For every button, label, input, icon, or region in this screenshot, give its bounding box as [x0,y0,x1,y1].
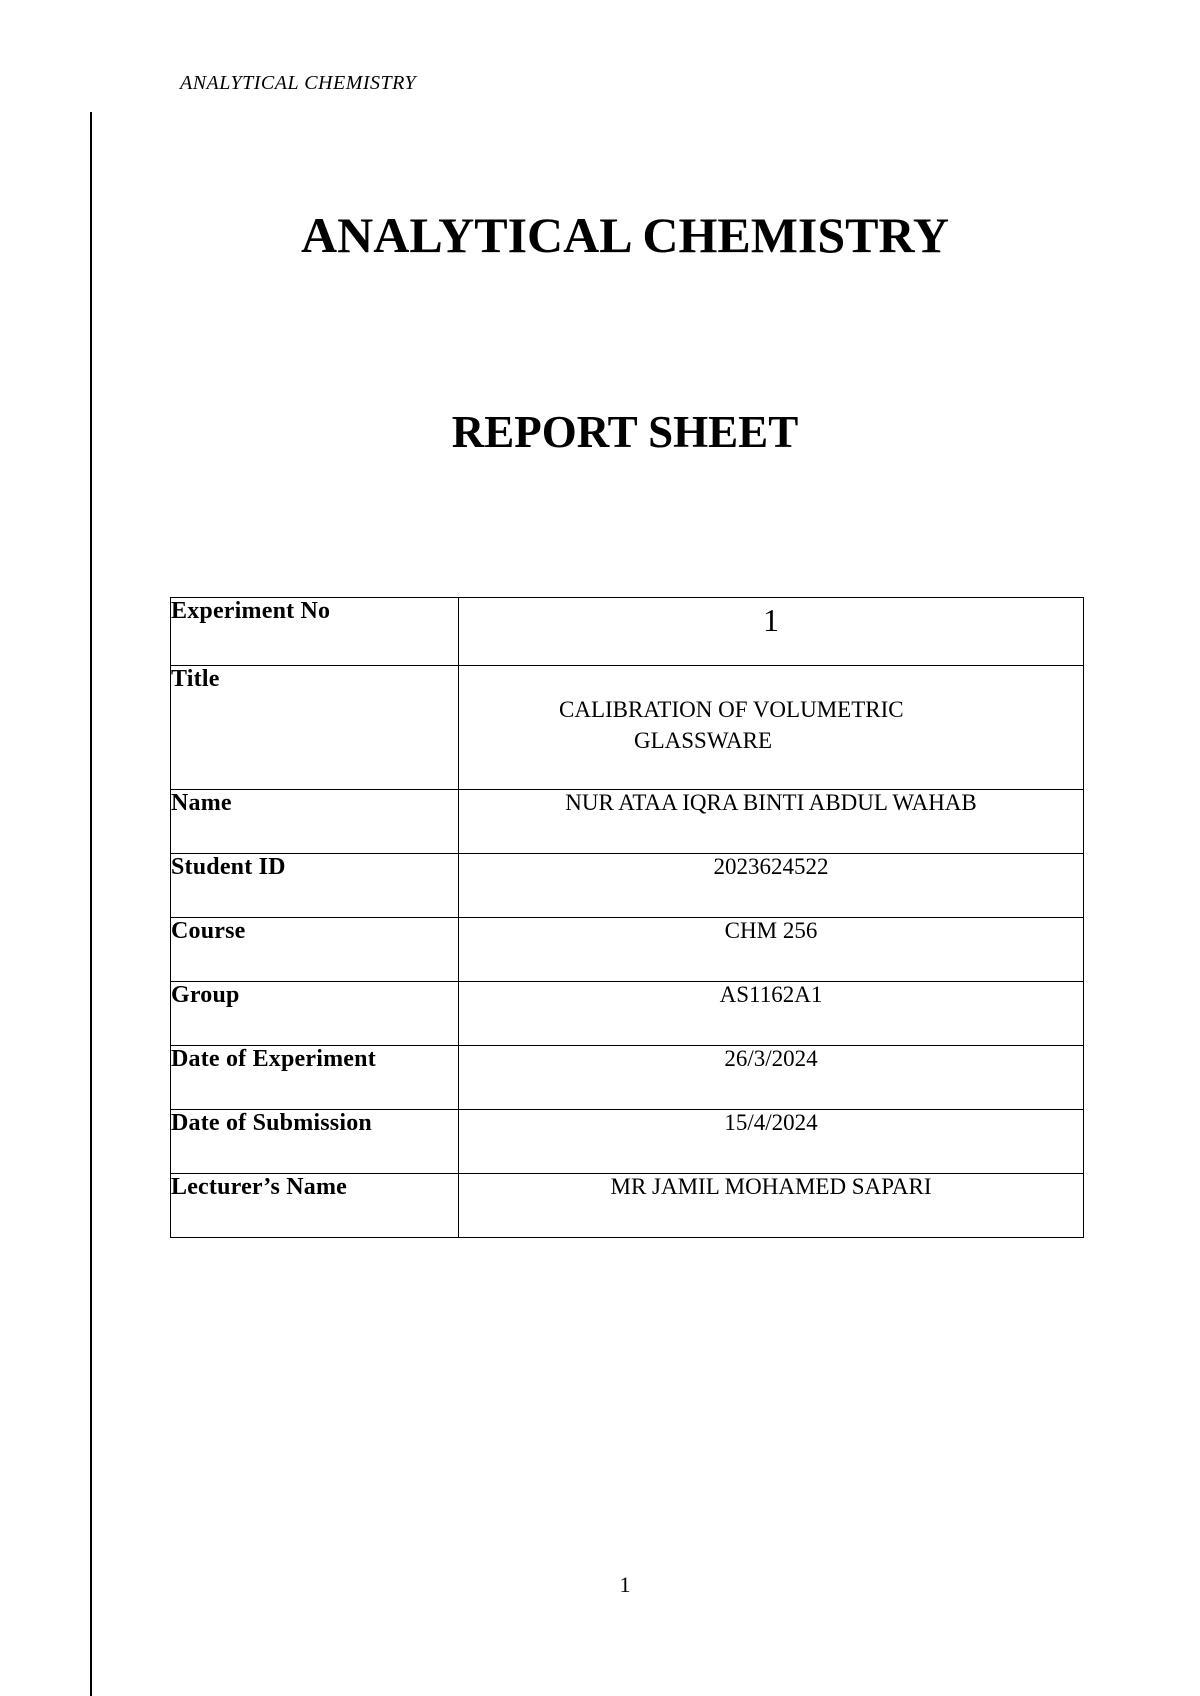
table-row-date-of-experiment [171,1046,1084,1110]
course-value: CHM 256 [459,918,1084,982]
table-row-experiment-no [171,598,1084,666]
lecturer-name-value: MR JAMIL MOHAMED SAPARI [459,1174,1084,1238]
table-row-course [171,918,1084,982]
page-title: ANALYTICAL CHEMISTRY [301,207,949,263]
table-row-title [171,666,1084,790]
title-value [459,666,1084,790]
date-of-experiment-label: Date of Experiment [171,1046,459,1110]
student-id-value: 2023624522 [459,854,1084,918]
date-of-submission-label: Date of Submission [171,1110,459,1174]
table-row-group [171,982,1084,1046]
report-details-table [170,597,1084,1238]
title-value-line-1: CALIBRATION OF VOLUMETRIC [559,697,904,722]
page-subtitle: REPORT SHEET [451,407,799,457]
experiment-no-value: 1 [459,598,1084,666]
page-number: 1 [619,1572,631,1597]
group-label: Group [171,982,459,1046]
date-of-experiment-value: 26/3/2024 [459,1046,1084,1110]
date-of-submission-value: 15/4/2024 [459,1110,1084,1174]
table-row-name [171,790,1084,854]
title-value-line-2: GLASSWARE [634,728,773,753]
lecturer-name-label: Lecturer’s Name [171,1174,459,1238]
left-margin-rule [90,112,92,1696]
group-value: AS1162A1 [459,982,1084,1046]
course-label: Course [171,918,459,982]
table-row-lecturer-name [171,1174,1084,1238]
student-id-label: Student ID [171,854,459,918]
experiment-no-label: Experiment No [171,598,459,666]
name-label: Name [171,790,459,854]
table-row-date-of-submission [171,1110,1084,1174]
title-label: Title [171,666,459,790]
name-value: NUR ATAA IQRA BINTI ABDUL WAHAB [459,790,1084,854]
running-header: ANALYTICAL CHEMISTRY [180,72,417,94]
table-row-student-id [171,854,1084,918]
